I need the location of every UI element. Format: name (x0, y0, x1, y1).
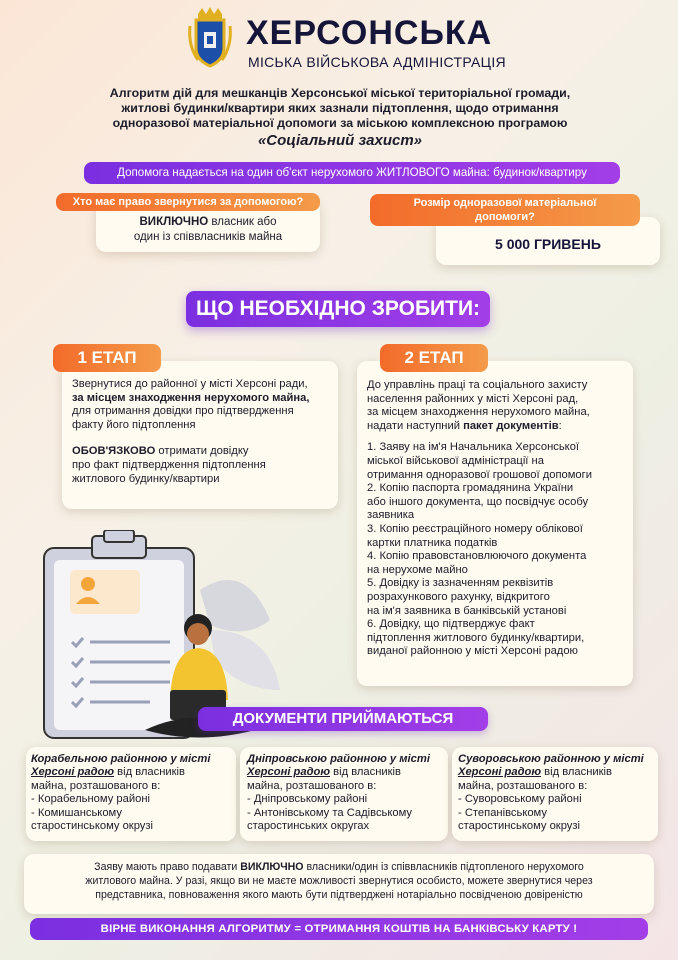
district-text-dniprovskyi: Дніпровською районною у місті Херсоні радою від власників майна, розташованого в: - Дніпровському районі - Антонівському та Садівському старостинських округах (247, 753, 430, 833)
doc-item: підтоплення житлового будинку/квартири, (367, 631, 585, 644)
stage2-text: До управлінь праці та соціального захисту населення районних у місті Херсоні рад, за місцем знаходження нерухомого майна, надати наступний пакет документів: 1. Заяву на ім'я Начальника Херсонської міської військової адміністрації на отримання одноразової грошової допомоги 2. Копію паспорта громадянина України або іншого документа, що посвідчує особу заявника 3. Копію реєстраційного номеру облікової картки платника податків 4. Копію правовстановлюючого документа на нерухоме майно 5. Довідку із зазначенням реквізитів розрахункового рахунку, відкритого на ім'я заявника в банківській установі 6. Довідку, що підтверджує факт підтоплення житлового будинку/квартири, виданої районною у місті Херсоні радою (367, 379, 631, 659)
amount-label: Розмір одноразової матеріальної допомоги? (370, 194, 640, 226)
note-text: Заяву мають право подавати ВИКЛЮЧНО власники/один із співвласників підтопленого нерухомого житлового майна. У разі, якщо ви не маєте можливості звернутися особисто, можете звернутися через представника, повноваження якого мають бути підтверджені нотаріально посвідченою довіреністю (85, 861, 593, 901)
doc-item: картки платника податків (367, 536, 498, 549)
footer-banner: ВІРНЕ ВИКОНАННЯ АЛГОРИТМУ = ОТРИМАННЯ КОШТІВ НА БАНКІВСЬКУ КАРТУ ! (30, 918, 648, 940)
stage1-label: 1 ЕТАП (53, 344, 161, 372)
coat-of-arms-logo (186, 6, 234, 68)
who-line-2: один із співвласників майна (133, 231, 283, 243)
doc-item: 6. Довідку, що підтверджує факт (367, 618, 535, 631)
stage2-label: 2 ЕТАП (380, 344, 488, 372)
intro-line-3: одноразової матеріальної допомоги за міською комплексною програмою (112, 116, 568, 130)
doc-item: 4. Копію правовстановлюючого документа (367, 550, 587, 563)
district-text-korabelnyi: Корабельною районною у місті Херсоні радою від власників майна, розташованого в: - Корабельному районі - Комишанському старостинському окрузі (31, 753, 211, 833)
todo-title: ЩО НЕОБХІДНО ЗРОБИТИ: (186, 291, 490, 327)
doc-item: на ім'я заявника в банківській установі (367, 604, 567, 617)
doc-item: виданої районною у місті Херсоні радою (367, 645, 578, 658)
org-name: ХЕРСОНСЬКА (246, 14, 493, 52)
program-name: «Соціальний захист» (257, 132, 423, 149)
stage1-text: Звернутися до районної у місті Херсоні ради, за місцем знаходження нерухомого майна, для отримання довідки про підтвердження факту його підтоплення ОБОВ'ЯЗКОВО отримати довідку про факт підтвердження підтоплення житлового будинку/квартири (72, 378, 310, 485)
intro-line-1: Алгоритм дій для мешканців Херсонської міської територіальної громади, (109, 86, 571, 100)
doc-item: 2. Копію паспорта громадянина України (367, 482, 574, 495)
intro-text (60, 86, 620, 151)
doc-item: 5. Довідку із зазначенням реквізитів (367, 577, 554, 590)
who-bold: ВИКЛЮЧНО (139, 216, 209, 228)
doc-item: розрахункового рахунку, відкритого (367, 590, 550, 603)
doc-item: на нерухоме майно (367, 563, 468, 576)
amount-value: 5 000 ГРИВЕНЬ (495, 236, 601, 252)
org-subtitle: МІСЬКА ВІЙСЬКОВА АДМІНІСТРАЦІЯ (248, 54, 506, 70)
intro-line-2: житлові будинки/квартири яких зазнали підтоплення, щодо отримання (121, 101, 559, 115)
doc-item: міської військової адміністрації на (367, 454, 544, 467)
who-rest: власник або (208, 216, 277, 228)
object-banner: Допомога надається на один об'єкт нерухомого ЖИТЛОВОГО майна: будинок/квартиру (84, 162, 620, 184)
who-text (100, 215, 316, 245)
doc-item: заявника (367, 509, 415, 522)
who-label: Хто має право звернутися за допомогою? (56, 193, 320, 211)
doc-item: 1. Заяву на ім'я Начальника Херсонської (367, 441, 580, 454)
docs-title: ДОКУМЕНТИ ПРИЙМАЮТЬСЯ (198, 707, 488, 731)
doc-item: отримання одноразової грошової допомоги (367, 468, 592, 481)
district-text-suvorovskyi: Суворовською районною у місті Херсоні радою від власників майна, розташованого в: - Суворовському районі - Степанівському старостинському окрузі (458, 753, 644, 833)
doc-item: 3. Копію реєстраційного номеру облікової (367, 522, 583, 535)
doc-item: або іншого документа, що посвідчує особу (367, 495, 589, 508)
